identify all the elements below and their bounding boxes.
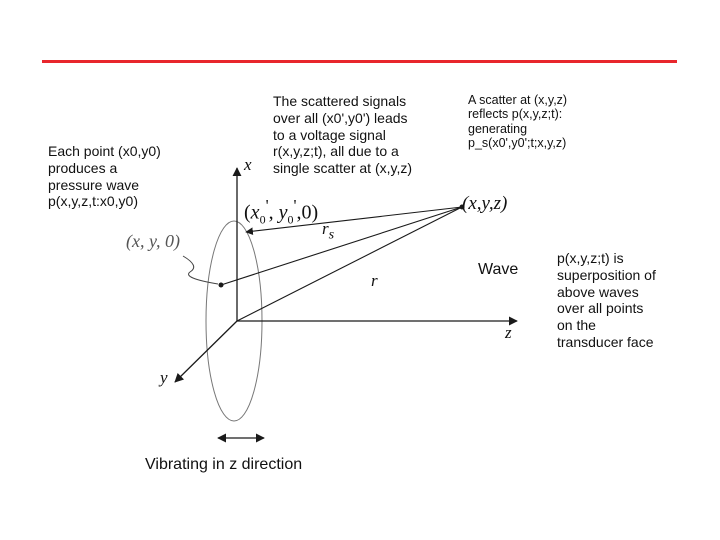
superposition-note xyxy=(557,250,656,351)
note-line: transducer face xyxy=(557,333,654,350)
note-line: produces a xyxy=(48,159,118,176)
note-line: single scatter at (x,y,z) xyxy=(273,160,413,177)
source-y-sub: 0 xyxy=(287,212,294,227)
source-x-sub: 0 xyxy=(259,212,266,227)
note-line: p(x,y,z;t) is xyxy=(557,250,624,266)
note-line: above waves xyxy=(557,283,639,300)
note-line: on the xyxy=(557,317,596,334)
note-line: p_s(x0',y0';t;x,y,z) xyxy=(468,136,567,151)
rs-symbol: r xyxy=(322,219,329,238)
note-line: A scatter at (x,y,z) xyxy=(468,93,568,107)
source-x: x xyxy=(250,201,260,224)
scatter-point-label: (x,y,z) xyxy=(462,193,508,214)
title-rule xyxy=(42,60,677,63)
vibrating-label: Vibrating in z direction xyxy=(145,456,303,473)
note-line: reflects p(x,y,z;t): xyxy=(468,107,563,122)
transducer-point-dot xyxy=(219,283,224,288)
x-axis-label: x xyxy=(244,155,252,174)
rs-vector-label xyxy=(322,219,334,243)
each-point-note xyxy=(48,143,161,210)
rs-subscript: s xyxy=(328,226,335,243)
scatter-at-note xyxy=(468,93,567,151)
note-line: over all (x0',y0') leads xyxy=(273,109,408,126)
transducer-point-label: (x, y, 0) xyxy=(126,231,180,251)
source-x-prime: ' xyxy=(265,196,269,215)
note-line: p(x,y,z,t:x0,y0) xyxy=(48,193,138,210)
note-line: Each point (x0,y0) xyxy=(48,143,161,159)
r-vector-label: r xyxy=(371,271,378,290)
y-axis-label: y xyxy=(160,368,168,387)
note-line: generating xyxy=(468,121,528,136)
pointer-squiggle xyxy=(183,256,218,284)
source-y: y xyxy=(278,201,288,224)
note-line: over all points xyxy=(557,300,644,317)
source-y-prime: ' xyxy=(293,196,297,215)
note-line: to a voltage signal xyxy=(273,126,386,143)
z-axis-label: z xyxy=(505,323,512,342)
note-line: r(x,y,z;t), all due to a xyxy=(273,143,399,160)
scattered-signals-note xyxy=(273,93,412,177)
note-line: pressure wave xyxy=(48,176,140,193)
note-line: superposition of xyxy=(557,266,656,283)
note-line: The scattered signals xyxy=(273,93,407,109)
wave-label: Wave xyxy=(478,261,519,278)
source-tail: ,0) xyxy=(296,201,319,224)
source-point-label: ($x_0'$, $y_0',0$) xyxy=(244,196,319,227)
